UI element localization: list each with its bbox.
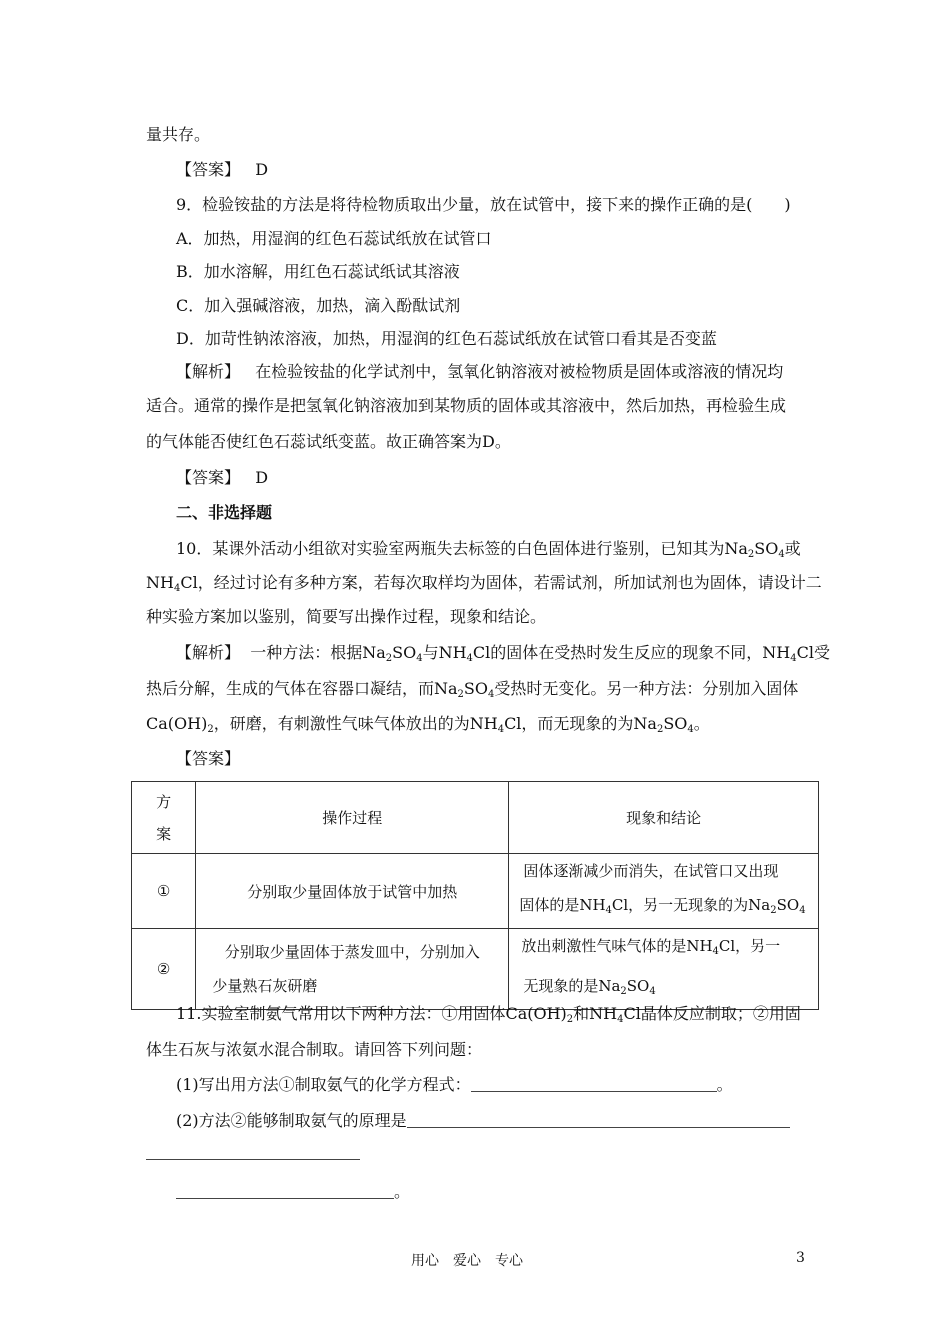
text: Cl的固体在受热时发生反应的现象不同，NH bbox=[472, 643, 791, 662]
row-id: ① bbox=[132, 854, 196, 929]
subscript: 2 bbox=[385, 653, 393, 664]
text: (2)方法②能够制取氨气的原理是 bbox=[176, 1111, 407, 1130]
answer-blank[interactable] bbox=[146, 1159, 360, 1160]
text: 。 bbox=[716, 1075, 733, 1094]
question-11-part2-cont bbox=[176, 1182, 410, 1202]
text: 。 bbox=[693, 714, 710, 733]
text: SO bbox=[776, 896, 800, 914]
subscript: 2 bbox=[656, 724, 664, 735]
text: 和NH bbox=[573, 1004, 618, 1023]
answer-tag: 【答案】 bbox=[176, 468, 241, 487]
question-10-line3: 种实验方案加以鉴别，简要写出操作过程，现象和结论。 bbox=[146, 607, 547, 626]
subscript: 4 bbox=[497, 724, 505, 735]
text: Ca(OH) bbox=[146, 714, 208, 733]
answer-blank[interactable] bbox=[407, 1113, 790, 1128]
row-procedure bbox=[196, 929, 509, 1010]
answer-blank[interactable] bbox=[176, 1184, 394, 1199]
option-d: D．加苛性钠浓溶液，加热，用湿润的红色石蕊试纸放在试管口看其是否变蓝 bbox=[176, 329, 717, 348]
option-a: A．加热，用湿润的红色石蕊试纸放在试管口 bbox=[176, 229, 492, 248]
analysis-10-line3 bbox=[146, 714, 710, 740]
text: 少量熟石灰研磨 bbox=[212, 977, 318, 995]
subscript: 4 bbox=[605, 905, 612, 916]
row-id: ② bbox=[132, 929, 196, 1010]
text: 固体逐渐减少而消失，在试管口又出现 bbox=[523, 862, 779, 880]
footer-motto: 用心 爱心 专心 bbox=[411, 1253, 523, 1269]
table-row bbox=[132, 929, 819, 1010]
text: 固体的是NH bbox=[519, 896, 606, 914]
analysis-10-line1 bbox=[176, 643, 830, 669]
row-result bbox=[509, 854, 819, 929]
text: 分别取少量固体于蒸发皿中，分别加入 bbox=[224, 943, 480, 961]
header-text: 方 bbox=[156, 792, 172, 811]
section-heading: 二、非选择题 bbox=[176, 503, 273, 522]
text: 。 bbox=[394, 1182, 411, 1201]
answer-tag: 【答案】 bbox=[176, 749, 241, 768]
subscript: 2 bbox=[620, 986, 627, 997]
subscript: 4 bbox=[799, 905, 806, 916]
row-procedure: 分别取少量固体放于试管中加热 bbox=[196, 854, 509, 929]
subscript: 4 bbox=[173, 583, 181, 594]
row-result bbox=[509, 929, 819, 1010]
text: 一种方法：根据Na bbox=[250, 643, 386, 662]
option-b: B．加水溶解，用红色石蕊试纸试其溶液 bbox=[176, 262, 460, 281]
text: Cl受 bbox=[796, 643, 830, 662]
page-number: 3 bbox=[796, 1250, 805, 1266]
text: 或 bbox=[784, 539, 801, 558]
subscript: 4 bbox=[466, 653, 473, 664]
header-procedure: 操作过程 bbox=[196, 782, 509, 854]
text: Cl，另一 bbox=[718, 937, 781, 955]
analysis-9-line2: 适合。通常的操作是把氢氧化钠溶液加到某物质的固体或其溶液中，然后加热，再检验生成 bbox=[146, 396, 787, 415]
subscript: 4 bbox=[488, 689, 495, 700]
analysis-9-line3: 的气体能否使红色石蕊试纸变蓝。故正确答案为D。 bbox=[146, 432, 511, 451]
header-scheme bbox=[132, 782, 196, 854]
text: Cl，另一无现象的为Na bbox=[611, 896, 771, 914]
text-line: 量共存。 bbox=[146, 125, 211, 144]
text: SO bbox=[626, 977, 650, 995]
analysis-10-line2 bbox=[146, 679, 798, 705]
text: 无现象的是Na bbox=[523, 977, 621, 995]
question-11-line2: 体生石灰与浓氨水混合制取。请回答下列问题： bbox=[146, 1040, 483, 1059]
text: SO bbox=[463, 679, 488, 698]
subscript: 4 bbox=[790, 653, 797, 664]
subscript: 4 bbox=[778, 549, 785, 560]
text: Cl，经过讨论有多种方案，若每次取样均为固体，若需试剂，所加试剂也为固体，请设计二 bbox=[180, 573, 822, 592]
subscript: 2 bbox=[747, 549, 755, 560]
option-c: C．加入强碱溶液，加热，滴入酚酞试剂 bbox=[176, 296, 461, 315]
subscript: 4 bbox=[416, 653, 423, 664]
subscript: 4 bbox=[687, 724, 694, 735]
table-row bbox=[132, 854, 819, 929]
text: Cl晶体反应制取；②用固 bbox=[623, 1004, 801, 1023]
analysis-9-line1 bbox=[176, 362, 783, 382]
answer-value: D bbox=[255, 160, 269, 179]
header-result: 现象和结论 bbox=[509, 782, 819, 854]
question-9: 9．检验铵盐的方法是将待检物质取出少量，放在试管中，接下来的操作正确的是( ) bbox=[176, 195, 791, 214]
question-11-part2 bbox=[176, 1111, 790, 1131]
answer-table bbox=[131, 781, 819, 1010]
subscript: 2 bbox=[770, 905, 777, 916]
text: SO bbox=[663, 714, 688, 733]
subscript: 4 bbox=[617, 1014, 624, 1025]
answer-line bbox=[176, 468, 268, 488]
question-10-line1 bbox=[176, 539, 801, 565]
subscript: 4 bbox=[712, 946, 719, 957]
subscript: 2 bbox=[457, 689, 464, 700]
answer-value: D bbox=[255, 468, 269, 487]
question-11-line1 bbox=[176, 1004, 801, 1030]
text: SO bbox=[392, 643, 417, 662]
text: ，研磨，有刺激性气味气体放出的为NH bbox=[213, 714, 498, 733]
table-header-row bbox=[132, 782, 819, 854]
question-11-part1 bbox=[176, 1075, 733, 1095]
answer-blank[interactable] bbox=[471, 1077, 717, 1092]
text: 放出刺激性气味气体的是NH bbox=[521, 937, 713, 955]
analysis-tag: 【解析】 bbox=[176, 643, 241, 662]
subscript: 2 bbox=[566, 1014, 574, 1025]
text: SO bbox=[754, 539, 779, 558]
subscript: 4 bbox=[649, 986, 656, 997]
text: (1)写出用方法①制取氨气的化学方程式： bbox=[176, 1075, 471, 1094]
header-text: 案 bbox=[156, 824, 172, 843]
analysis-tag: 【解析】 bbox=[176, 362, 241, 381]
answer-line bbox=[176, 160, 268, 180]
text: 10．某课外活动小组欲对实验室两瓶失去标签的白色固体进行鉴别，已知其为Na bbox=[176, 539, 748, 558]
question-10-line2 bbox=[146, 573, 822, 599]
text: NH bbox=[146, 573, 174, 592]
text: 受热时无变化。另一种方法：分别加入固体 bbox=[494, 679, 799, 698]
text: Cl，而无现象的为Na bbox=[504, 714, 657, 733]
text: 热后分解，生成的气体在容器口凝结，而Na bbox=[146, 679, 458, 698]
analysis-text: 在检验铵盐的化学试剂中，氢氧化钠溶液对被检物质是固体或溶液的情况均 bbox=[255, 362, 784, 381]
answer-tag: 【答案】 bbox=[176, 160, 241, 179]
text: 11.实验室制氨气常用以下两种方法：①用固体Ca(OH) bbox=[176, 1004, 567, 1023]
text: 与NH bbox=[422, 643, 467, 662]
subscript: 2 bbox=[207, 724, 214, 735]
